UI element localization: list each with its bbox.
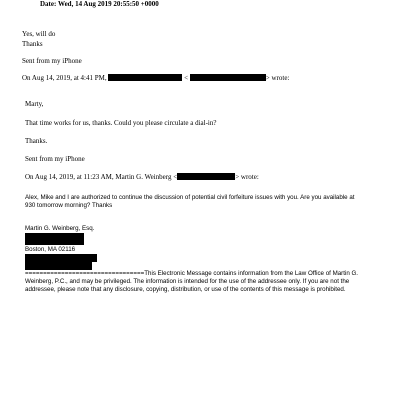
quote-prefix: On Aug 14, 2019, at 4:41 PM, — [22, 74, 107, 82]
redaction-bar — [190, 74, 266, 81]
quote-header-2 — [25, 173, 259, 182]
redaction-bar — [25, 254, 97, 262]
quoted-greeting: Marty, — [25, 100, 44, 108]
quote-lt: < — [184, 74, 189, 82]
redaction-bar — [108, 74, 182, 81]
quoted-thanks: Thanks. — [25, 137, 48, 145]
quote-prefix: On Aug 14, 2019, at 11:23 AM, Martin G. Weinberg < — [25, 173, 178, 181]
redaction-bar — [25, 233, 84, 245]
sig-city: Boston, MA 02116 — [25, 246, 76, 253]
disclaimer: =================================This Electronic Message contains information from the Law Office of Martin G. Weinberg, P.C., and may be privileged. The information is intended for the use of the addressee only. If you are not the addressee, please note that any disclosure, copying, distribution, or use of the contents of this message is prohibited. — [25, 270, 359, 293]
quoted-body: That time works for us, thanks. Could you please circulate a dial-in? — [25, 119, 217, 127]
quoted-signature: Sent from my iPhone — [25, 155, 85, 163]
date-label: Date: — [40, 0, 57, 8]
quote-suffix: > wrote: — [265, 74, 290, 82]
reply-signature: Sent from my iPhone — [22, 57, 82, 65]
reply-line-1: Yes, will do — [22, 30, 56, 38]
email-date-header — [40, 0, 159, 9]
date-value: Wed, 14 Aug 2019 20:55:50 +0000 — [57, 0, 159, 8]
quote-suffix: > wrote: — [235, 173, 259, 181]
sig-name: Martin G. Weinberg, Esq. — [25, 225, 95, 232]
reply-line-2: Thanks — [22, 40, 43, 48]
redaction-bar — [25, 262, 92, 270]
original-message-body: Alex, Mike and I are authorized to continue the discussion of potential civil forfeiture issues with you. Are you available at 930 tomorrow morning? Thanks — [25, 194, 355, 209]
redaction-bar — [177, 173, 235, 180]
quote-header-1 — [22, 74, 289, 83]
